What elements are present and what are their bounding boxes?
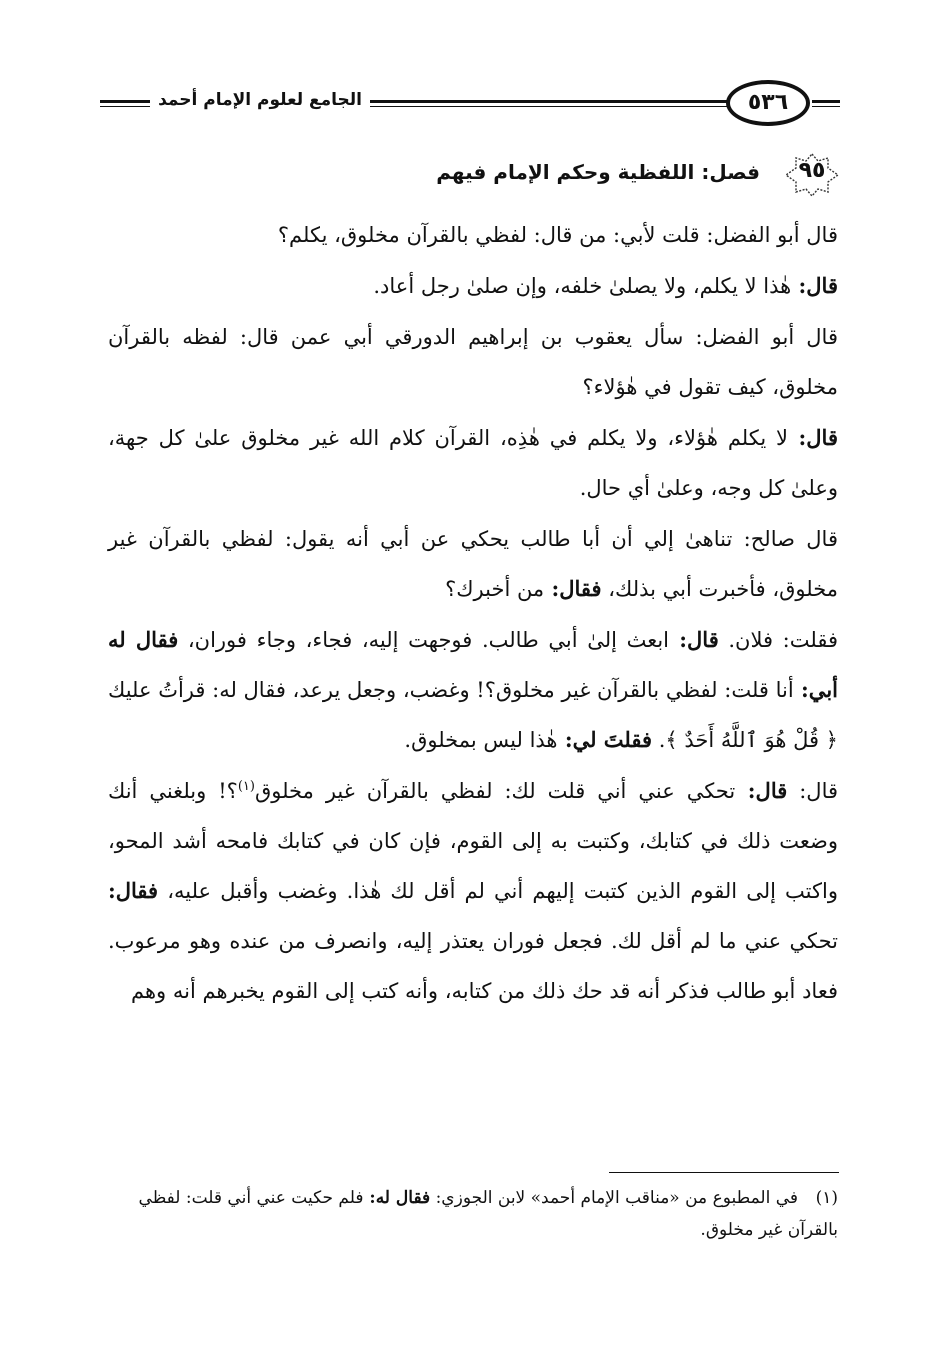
speaker-label: قال: bbox=[735, 778, 788, 803]
text-run: ؟! وبلغني أنك وضعت ذلك في كتابك، وكتبت به إلى القوم، فإن كان في كتابك فامحه أشد المحو، واكتب إلى القوم الذين كتبت إليهم أني لم أقل لك هٰذا. وغضب وأقبل عليه، bbox=[108, 779, 838, 903]
footnote-marker: (١) bbox=[815, 1188, 838, 1208]
text-run: هٰذا لا يكلم، ولا يصلىٰ خلفه، وإن صلىٰ رجل أعاد. bbox=[373, 274, 792, 298]
paragraph bbox=[108, 260, 838, 311]
section-number: ٩٥ bbox=[798, 158, 826, 183]
main-text bbox=[108, 210, 838, 1016]
footnote-reference[interactable]: (١) bbox=[237, 779, 255, 794]
footnote bbox=[108, 1182, 838, 1246]
speaker-label: قال: bbox=[791, 273, 838, 298]
text-run: قال: bbox=[787, 779, 839, 803]
footnote-text: في المطبوع من «مناقب الإمام أحمد» لابن الجوزي: bbox=[430, 1188, 798, 1208]
paragraph bbox=[108, 210, 838, 260]
footnote-text: فلم حكيت عني أني قلت: لفظي بالقرآن غير مخلوق. bbox=[138, 1188, 838, 1240]
paragraph bbox=[108, 412, 838, 513]
text-run: قال أبو الفضل: سأل يعقوب بن إبراهيم الدورقي أبي عمن قال: لفظه بالقرآن مخلوق، كيف تقول في هٰؤلاء؟ bbox=[108, 325, 838, 399]
text-run: قال صالح: تناهىٰ إلي أن أبا طالب يحكي عن أبي أنه يقول: لفظي بالقرآن غير مخلوق، فأخبرت أبي بذلك، bbox=[108, 527, 838, 601]
header-rule-right bbox=[812, 100, 840, 103]
paragraph bbox=[108, 513, 838, 614]
text-run: فقلت: فلان. bbox=[718, 628, 838, 652]
speaker-label: فقال: bbox=[544, 576, 602, 601]
paragraph bbox=[108, 311, 838, 412]
text-run: لا يكلم هٰؤلاء، ولا يكلم في هٰذِه، القرآن كلام الله غير مخلوق علىٰ كل جهة، وعلىٰ كل وجه، وعلىٰ أي حال. bbox=[108, 426, 838, 500]
section-title: فصل: اللفظية وحكم الإمام فيهم bbox=[436, 160, 760, 184]
text-run: أنا قلت: لفظي بالقرآن غير مخلوق؟! وغضب، وجعل يرعد، فقال له: قرأتُ عليك ﴿ قُلْ هُوَ ٱللَّهُ أَحَدٌ ﴾. bbox=[108, 678, 838, 752]
header-book-title: الجامع لعلوم الإمام أحمد bbox=[150, 90, 370, 110]
footnote-rule bbox=[609, 1172, 839, 1173]
paragraph bbox=[108, 614, 838, 765]
header-rule-middle bbox=[360, 100, 732, 103]
text-run: تحكي عني ما لم أقل لك. فجعل فوران يعتذر إليه، وانصرف من عنده وهو مرعوب. فعاد أبو طالب فذكر أنه قد حك ذلك من كتابه، وأنه كتب إلى القوم يخبرهم أنه وهم bbox=[108, 929, 838, 1003]
header-rule-right-thin bbox=[812, 106, 840, 107]
text-run: تحكي عني أني قلت لك: لفظي بالقرآن غير مخلوق bbox=[254, 779, 736, 803]
paragraph bbox=[108, 765, 838, 1016]
footnote-bold: فقال له: bbox=[363, 1188, 431, 1208]
section-heading bbox=[100, 152, 840, 198]
speaker-label: فقلتَ لي: bbox=[557, 727, 653, 752]
text-run: ابعث إلىٰ أبي طالب. فوجهت إليه، فجاء، وجاء فوران، bbox=[178, 628, 670, 652]
text-run: هٰذا ليس بمخلوق. bbox=[404, 728, 558, 752]
header-rule-middle-thin bbox=[360, 106, 732, 107]
text-run: قال أبو الفضل: قلت لأبي: من قال: لفظي بالقرآن مخلوق، يكلم؟ bbox=[277, 223, 838, 247]
speaker-label: قال: bbox=[669, 627, 719, 652]
page-number: ٥٣٦ bbox=[726, 80, 810, 126]
section-number-badge bbox=[784, 152, 840, 198]
speaker-label: فقال: bbox=[108, 878, 159, 903]
running-header bbox=[100, 78, 840, 130]
speaker-label: قال: bbox=[788, 425, 838, 450]
text-run: من أخبرك؟ bbox=[445, 577, 545, 601]
speaker-label: فقال له أبي: bbox=[108, 627, 838, 702]
